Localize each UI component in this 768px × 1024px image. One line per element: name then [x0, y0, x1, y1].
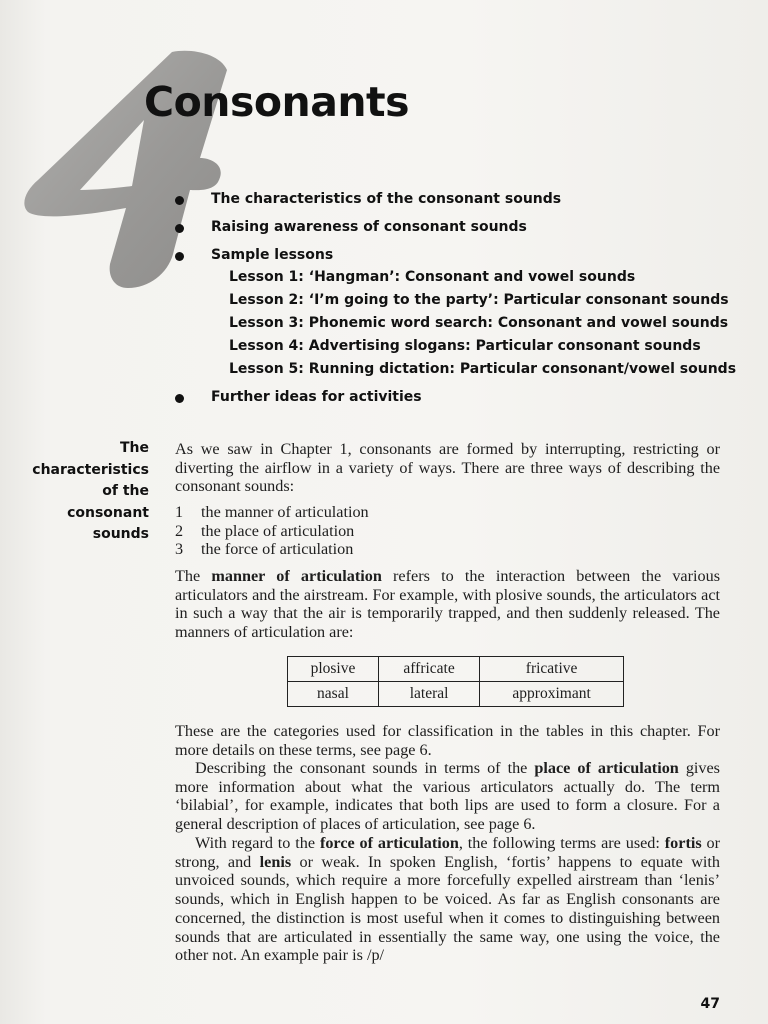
list-text: the manner of articulation [201, 503, 369, 521]
section-heading [32, 438, 149, 546]
toc-lesson: Lesson 4: Advertising slogans: Particular consonant sounds [229, 338, 701, 354]
text-run: With regard to the [195, 834, 320, 852]
bullet-icon [175, 196, 184, 205]
toc-item: Raising awareness of consonant sounds [211, 219, 527, 235]
manner-paragraph [175, 567, 720, 642]
toc-item: Sample lessons [211, 247, 334, 263]
chapter-contents [0, 0, 768, 420]
table-cell: lateral [378, 682, 479, 707]
articulation-list [175, 503, 369, 559]
text-run: gives more information about what the various articulators actually do. The term ‘bilabial’, for example, indicates that both lips are used to form a closure. For a general description of places of articulation, see page 6. [175, 759, 720, 834]
term-lenis: lenis [259, 852, 292, 871]
bullet-icon [175, 394, 184, 403]
list-item [175, 503, 369, 522]
list-number: 3 [175, 540, 184, 558]
categories-paragraph: These are the categories used for classification in the tables in this chapter. For more details on these terms, see page 6. [175, 722, 720, 759]
toc-lesson: Lesson 1: ‘Hangman’: Consonant and vowel sounds [229, 269, 636, 285]
term-place: place of articulation [534, 759, 679, 777]
manner-table [287, 656, 624, 707]
page-number: 47 [700, 996, 720, 1012]
list-item [175, 522, 369, 541]
toc-item: Further ideas for activities [211, 389, 422, 405]
list-text: the place of articulation [201, 521, 355, 540]
section-heading-line: of the [102, 483, 149, 499]
text-run: The [175, 567, 212, 585]
term-manner: manner of articulation [211, 567, 382, 585]
list-item [175, 540, 369, 559]
table-row [288, 657, 624, 682]
place-paragraph [175, 759, 720, 834]
toc-item: The characteristics of the consonant sounds [211, 191, 562, 207]
text-run: or weak. In spoken English, ‘fortis’ happens to equate with unvoiced sounds, which require a more forcefully expelled airstream than ‘lenis’ sounds, which in English happen to be voiced. As far as English consonants are concerned, the distinction is most useful when it comes to distinguishing between sounds that are articulated in essentially the same way, one using the voice, the other not. An example pair is /p/ [175, 852, 720, 965]
chapter-title: Consonants [144, 78, 410, 126]
bullet-icon [175, 224, 184, 233]
force-paragraph [175, 834, 720, 965]
toc-lesson: Lesson 5: Running dictation: Particular consonant/vowel sounds [229, 361, 737, 377]
table-cell: nasal [288, 682, 379, 707]
text-run: , the following terms are used: [458, 834, 665, 852]
list-text: the force of articulation [201, 540, 354, 558]
text-run: refers to the interaction between the various articulators and the airstream. For example, with plosive sounds, the articulators act in such a way that the air is temporarily trapped, and then suddenly released. The manners of articulation are: [175, 567, 720, 642]
table-row [288, 682, 624, 707]
intro-paragraph: As we saw in Chapter 1, consonants are formed by interrupting, restricting or diverting the airflow in a variety of ways. There are three ways of describing the consonant sounds: [175, 440, 720, 496]
table-cell: affricate [378, 657, 479, 682]
table-cell: plosive [288, 657, 379, 682]
bullet-icon [175, 252, 184, 261]
text-run: or strong, and [175, 834, 720, 871]
toc-lesson: Lesson 3: Phonemic word search: Consonant and vowel sounds [229, 315, 729, 331]
term-fortis: fortis [664, 834, 702, 852]
section-heading-line: The [119, 440, 149, 456]
section-heading-line: consonant [67, 504, 149, 521]
section-heading-line: sounds [92, 526, 149, 542]
term-force: force of articulation [319, 834, 459, 852]
section-heading-line: characteristics [32, 461, 149, 478]
toc-lesson: Lesson 2: ‘I’m going to the party’: Particular consonant sounds [229, 292, 729, 308]
table-cell: approximant [480, 682, 624, 707]
list-number: 1 [175, 503, 184, 521]
text-run: Describing the consonant sounds in terms of the [195, 759, 535, 777]
table-cell: fricative [480, 657, 624, 682]
list-number: 2 [175, 521, 184, 540]
